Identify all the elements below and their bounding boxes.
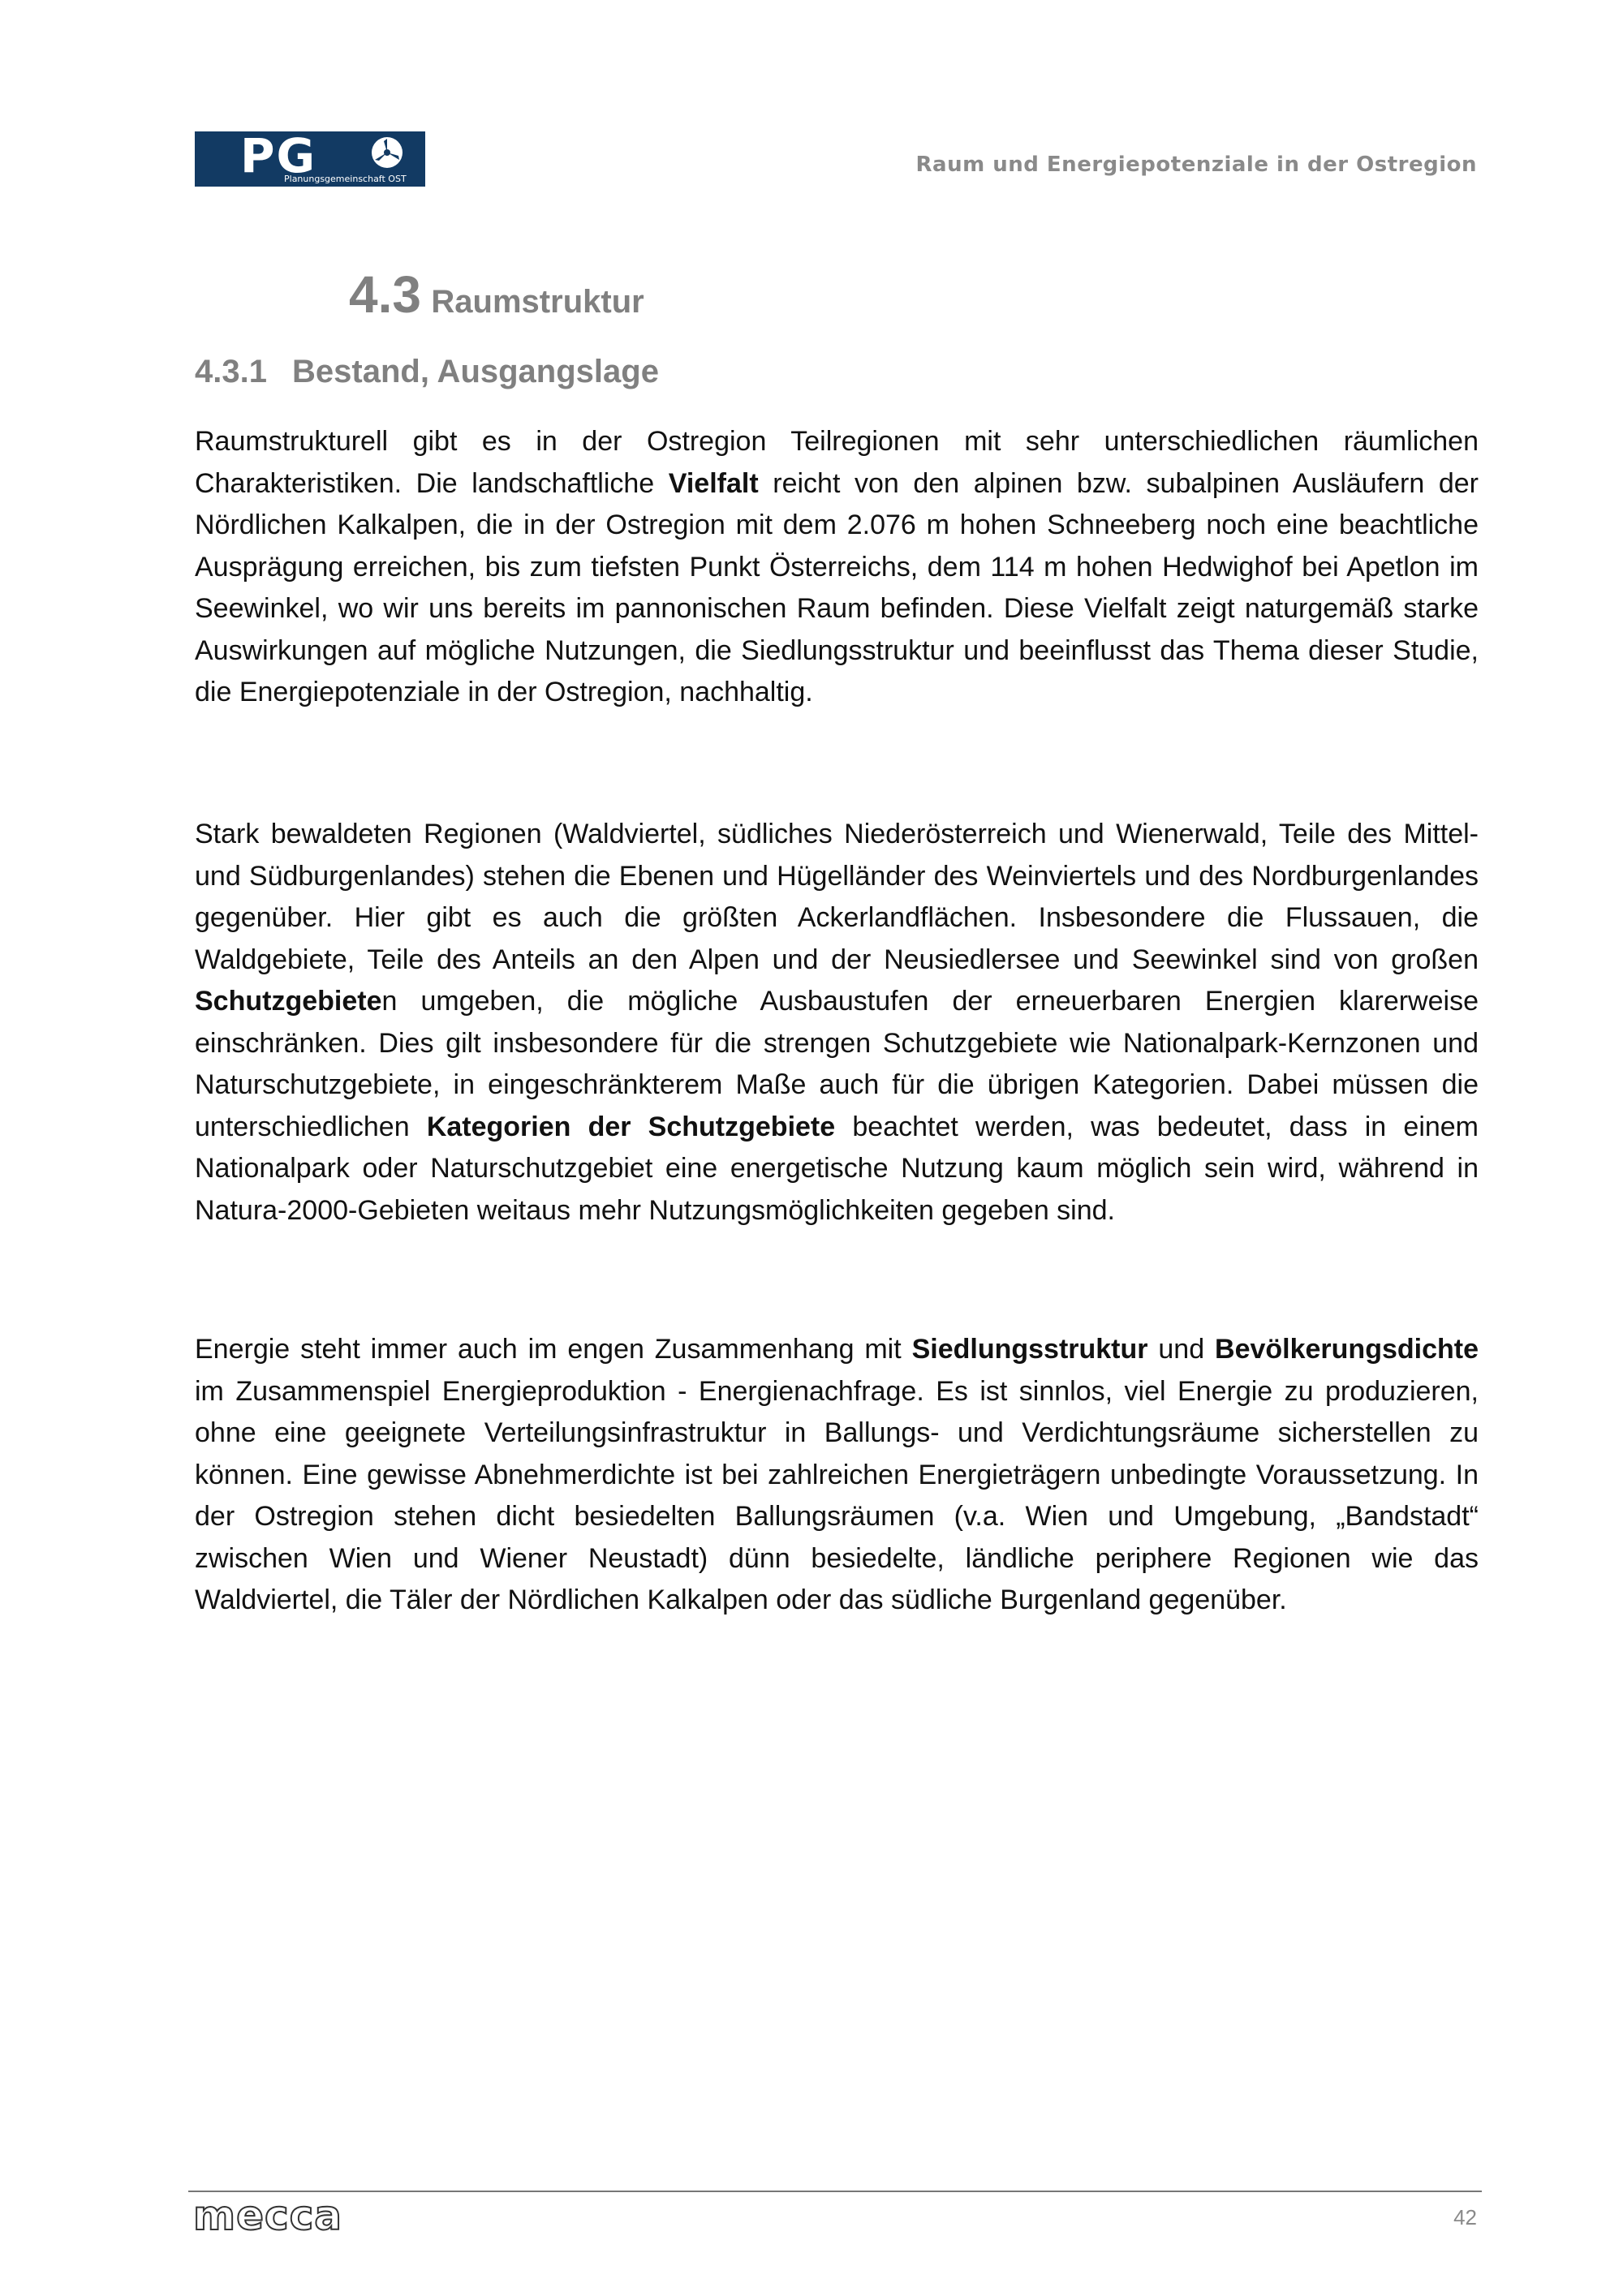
bold-term: Schutzgebiete — [195, 986, 382, 1017]
text-run: Raumstrukturell gibt es in der Ostregion Teilregionen mit sehr unterschiedlichen räumlichen Charakteristiken. Die landschaftliche — [195, 426, 1479, 499]
paragraph-3 — [195, 1329, 1479, 1622]
text-run: reicht von den alpinen bzw. subalpinen Ausläufern der Nördlichen Kalkalpen, die in der Ostregion mit dem 2.076 m hohen Schneeberg noch eine beachtliche Ausprägung erreichen, bis zum tiefsten Punkt Österreichs, dem 114 m hohen Hedwighof bei Apetlon im Seewinkel, wo wir uns bereits im pannonischen Raum befinden. Diese Vielfalt zeigt naturgemäß starke Auswirkungen auf mögliche Nutzungen, die Siedlungsstruktur und beeinflusst das Thema dieser Studie, die Energiepotenziale in der Ostregion, nachhaltig. — [195, 467, 1479, 707]
bold-term: Vielfalt — [668, 467, 759, 499]
subsection-title: Bestand, Ausgangslage — [292, 354, 659, 389]
mecca-logo — [192, 2197, 370, 2236]
section-number: 4.3 — [349, 265, 421, 324]
mecca-logo-text: mecca — [193, 2197, 343, 2236]
pg-logo — [195, 128, 425, 187]
page-number: 42 — [1453, 2205, 1477, 2229]
logo-subtitle: Planungsgemeinschaft OST — [284, 174, 407, 184]
bold-term: Kategorien der Schutzgebiete — [426, 1111, 836, 1142]
paragraph-1 — [195, 421, 1479, 714]
text-run: im Zusammenspiel Energieproduktion - Energienachfrage. Es ist sinnlos, viel Energie zu produzieren, ohne eine geeignete Verteilungsinfrastruktur in Ballungs- und Verdichtungsräume sicherstellen zu können. Eine gewisse Abnehmerdichte ist bei zahlreichen Energieträgern unbedingte Voraussetzung. In der Ostregion stehen dicht besiedelten Ballungsräumen (v.a. Wien und Umgebung, „Bandstadt“ zwischen Wien und Wiener Neustadt) dünn besiedelte, ländliche periphere Regionen wie das Waldviertel, die Täler der Nördlichen Kalkalpen oder das südliche Burgenland gegenüber. — [195, 1375, 1479, 1615]
subsection-heading — [195, 354, 659, 390]
text-run: und — [1147, 1334, 1216, 1365]
section-heading — [349, 264, 644, 325]
bold-term: Siedlungsstruktur — [911, 1334, 1148, 1365]
footer-divider — [188, 2191, 1482, 2192]
section-title: Raumstruktur — [431, 284, 644, 320]
turbine-icon — [364, 135, 411, 170]
text-run: beachtet werden, was bedeutet, dass in einem Nationalpark oder Naturschutzgebiet eine energetische Nutzung kaum möglich sein wird, während in Natura-2000-Gebieten weitaus mehr Nutzungsmöglichkeiten gegeben sind. — [195, 1111, 1479, 1226]
text-run: n umgeben, die mögliche Ausbaustufen der erneuerbaren Energien klarerweise einschränken. Dies gilt insbesondere für die strengen Schutzgebiete wie Nationalpark-Kernzonen und Naturschutzgebiete, in eingeschränkterem Maße auch für die übrigen Kategorien. Dabei müssen die unterschiedlichen — [195, 986, 1479, 1142]
text-run: Stark bewaldeten Regionen (Waldviertel, südliches Niederösterreich und Wienerwald, Teile des Mittel- und Südburgenlandes) stehen die Ebenen und Hügelländer des Weinviertels und des Nordburgenlandes gegenüber. Hier gibt es auch die größten Ackerlandflächen. Insbesondere die Flussauen, die Waldgebiete, Teile des Anteils an den Alpen und der Neusiedlersee und Seewinkel sind von großen — [195, 819, 1479, 975]
bold-term: Bevölkerungsdichte — [1215, 1334, 1479, 1365]
subsection-number: 4.3.1 — [195, 354, 267, 389]
logo-letters: PG — [240, 128, 317, 183]
running-header-title: Raum und Energiepotenziale in der Ostregion — [915, 153, 1477, 177]
paragraph-2 — [195, 814, 1479, 1232]
text-run: Energie steht immer auch im engen Zusammenhang mit — [195, 1334, 912, 1365]
